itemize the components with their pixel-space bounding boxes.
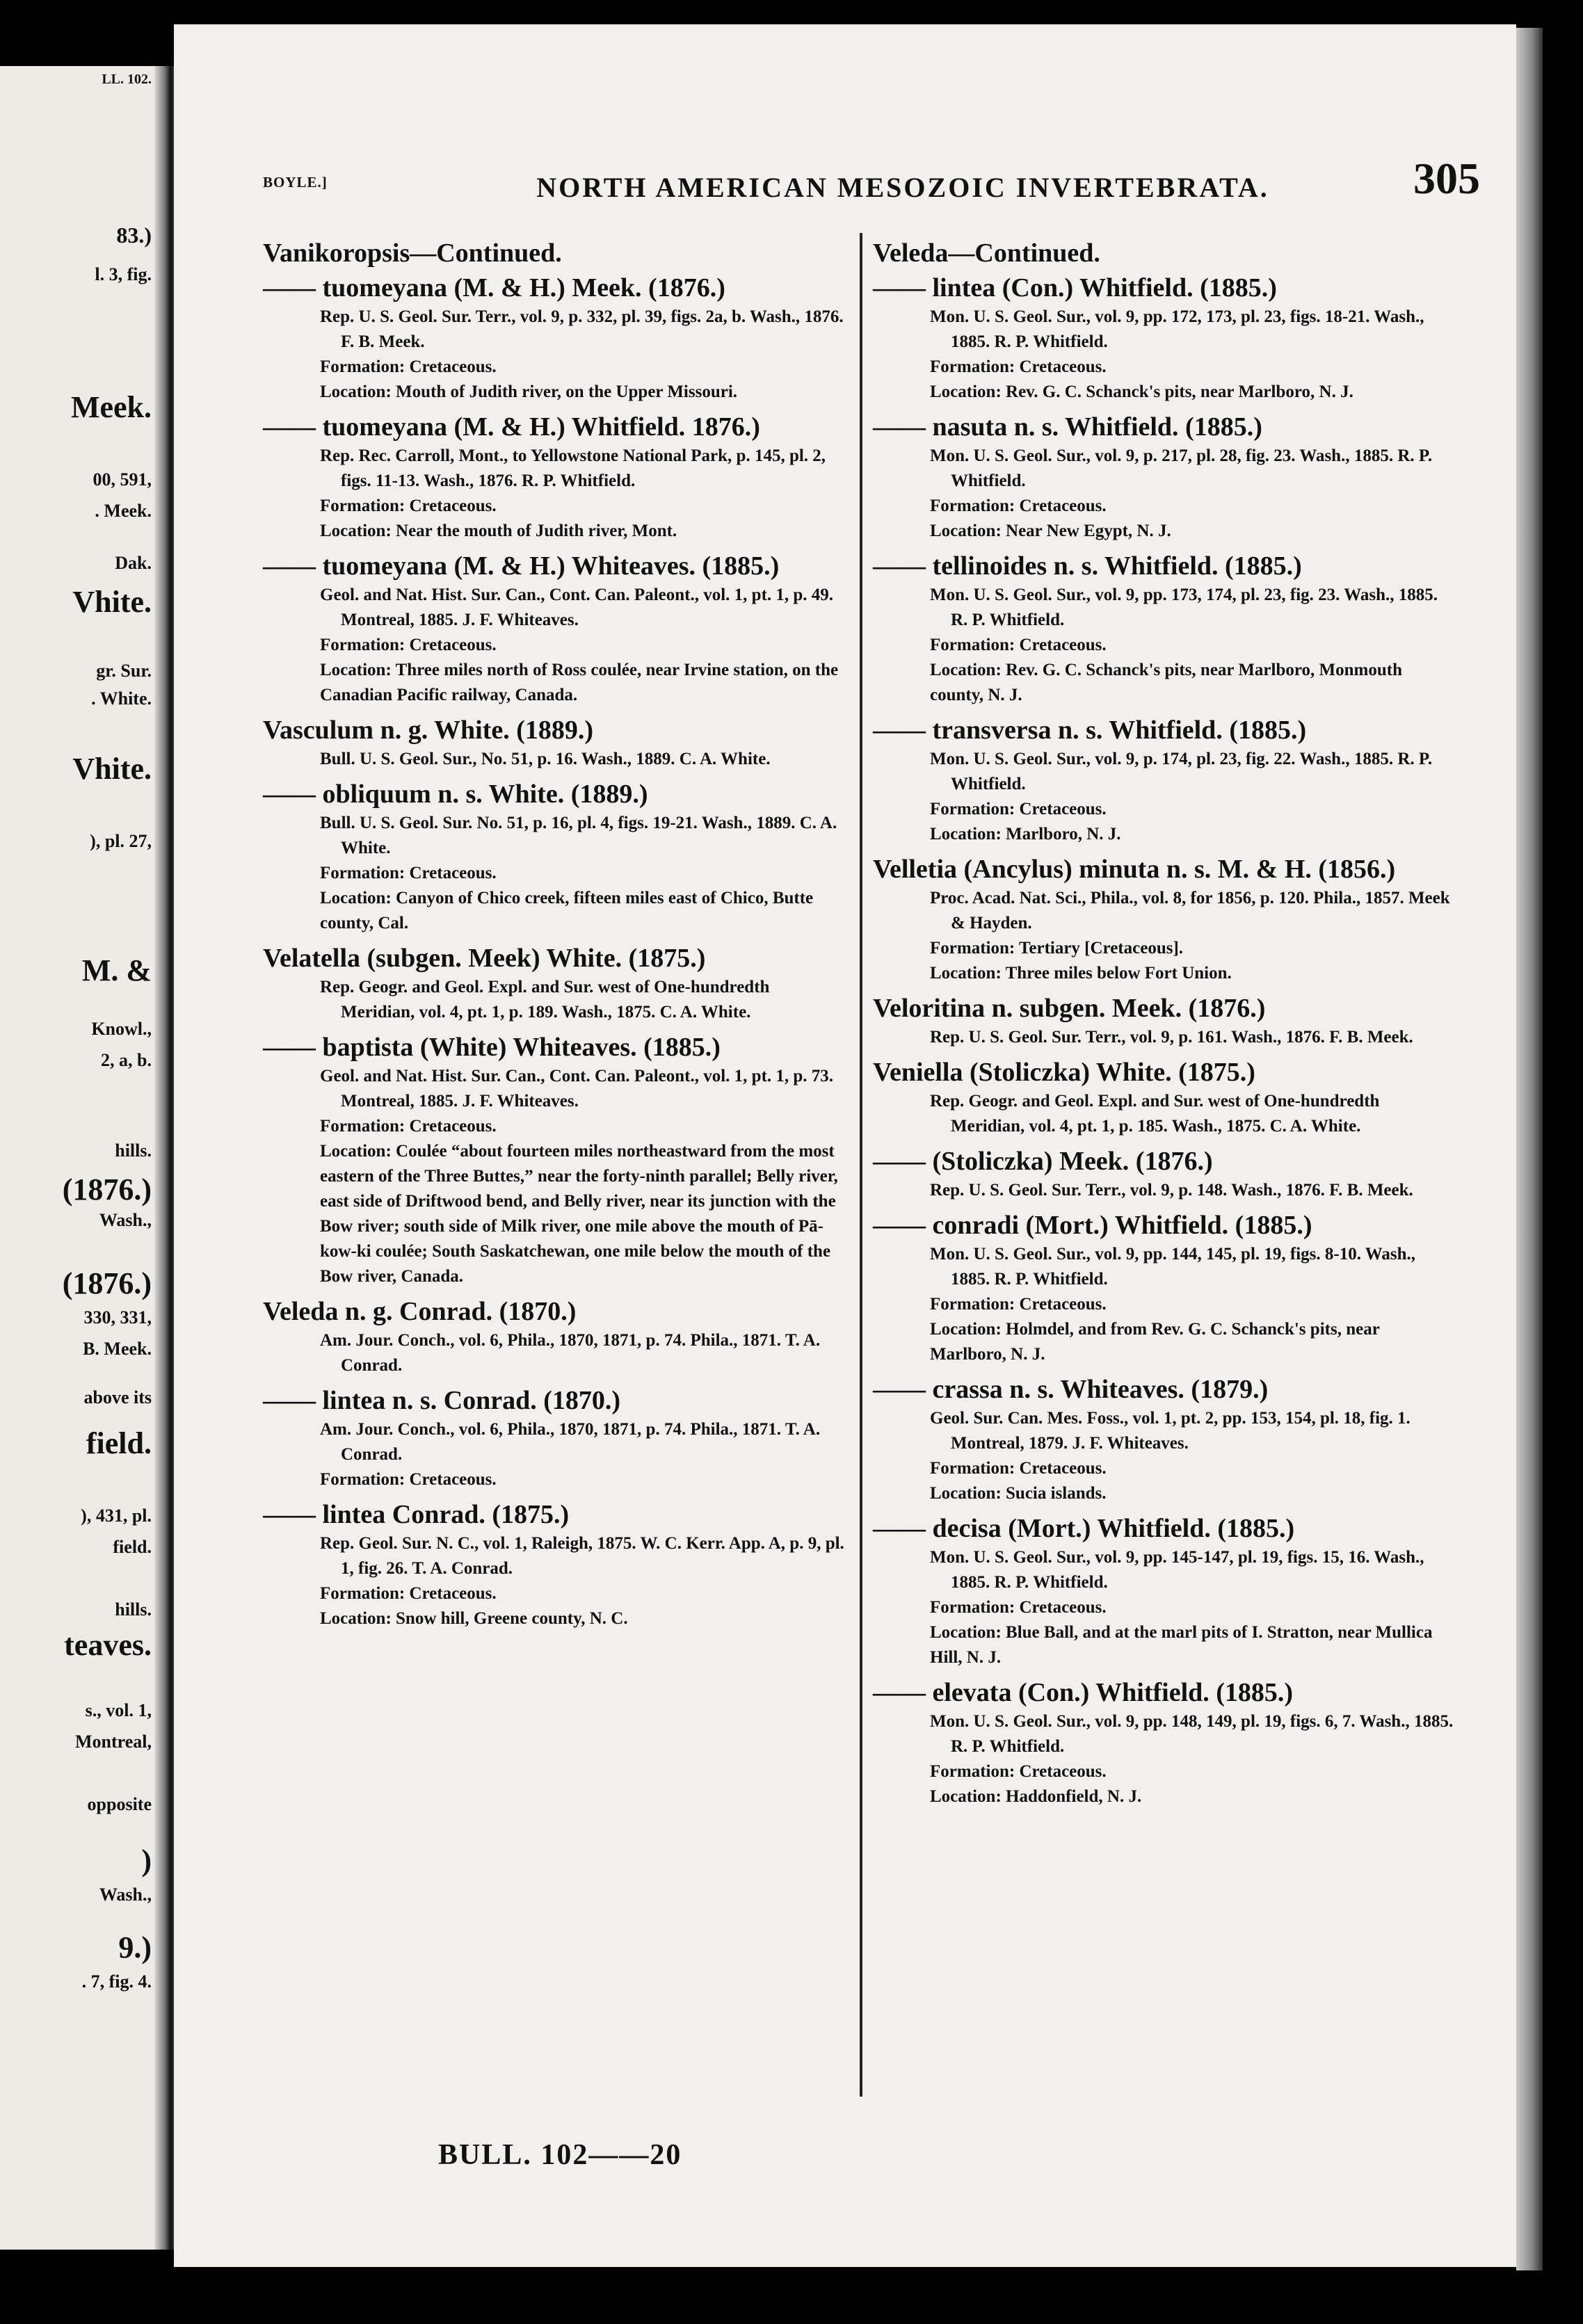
reference-line: Rep. Geol. Sur. N. C., vol. 1, Raleigh, 1875. W. C. Kerr. App. A, p. 9, pl. 1, fig. 26. T. A. Conrad. [320,1534,844,1578]
facing-page-line: (1876.) [62,1266,152,1300]
entry-list [263,271,847,1631]
catalog-entry [263,271,847,405]
facing-page-fragment [0,66,161,2250]
location-line: Location: Canyon of Chico creek, fifteen miles east of Chico, Butte county, Cal. [320,889,814,933]
facing-page-line: Wash., [99,1210,152,1230]
facing-page-line: 2, a, b. [101,1050,152,1070]
formation-line: Formation: Cretaceous. [930,1459,1107,1478]
facing-page-line: field. [113,1537,152,1557]
formation-line: Formation: Cretaceous. [320,497,497,515]
location-line: Location: Near New Egypt, N. J. [930,522,1171,540]
facing-page-line: gr. Sur. [96,661,152,681]
entry-heading: —— lintea Conrad. (1875.) [263,1500,570,1529]
facing-page-line: Dak. [115,553,152,573]
facing-page-line: 83.) [116,223,152,248]
entry-heading: Velletia (Ancylus) minuta n. s. M. & H. (1856.) [873,855,1396,884]
reference-line: Geol. and Nat. Hist. Sur. Can., Cont. Can. Paleont., vol. 1, pt. 1, p. 73. Montreal, 1885. J. F. Whiteaves. [320,1067,834,1111]
header-title: NORTH AMERICAN MESOZOIC INVERTEBRATA. [536,172,1269,203]
reference-line: Mon. U. S. Geol. Sur., vol. 9, p. 217, pl. 28, fig. 23. Wash., 1885. R. P. Whitfield. [930,446,1433,490]
reference-line: Rep. Rec. Carroll, Mont., to Yellowstone National Park, p. 145, pl. 2, figs. 11-13. Wash., 1876. R. P. Whitfield. [320,446,826,490]
formation-line: Formation: Cretaceous. [930,497,1107,515]
location-line: Location: Mouth of Judith river, on the Upper Missouri. [320,382,738,401]
facing-page-line: opposite [87,1794,152,1814]
entry-heading: —— crassa n. s. Whiteaves. (1879.) [873,1375,1269,1404]
formation-line: Formation: Cretaceous. [930,800,1107,818]
column-divider [860,233,862,2097]
catalog-entry [873,1373,1457,1506]
formation-line: Formation: Cretaceous. [930,1762,1107,1781]
entry-heading: —— tuomeyana (M. & H.) Meek. (1876.) [263,273,725,302]
catalog-entry [873,1676,1457,1809]
facing-page-line: . 7, fig. 4. [81,1971,152,1992]
location-line: Location: Haddonfield, N. J. [930,1787,1142,1806]
facing-page-line: s., vol. 1, [85,1700,152,1720]
facing-page-line: B. Meek. [83,1339,152,1359]
reference-line: Mon. U. S. Geol. Sur., vol. 9, pp. 173, 174, pl. 23, fig. 23. Wash., 1885. R. P. Whitfield. [930,586,1438,629]
entry-heading: Veloritina n. subgen. Meek. (1876.) [873,994,1266,1023]
formation-line: Formation: Cretaceous. [320,357,497,376]
formation-line: Formation: Cretaceous. [320,1584,497,1603]
catalog-entry [873,410,1457,544]
reference-line: Rep. U. S. Geol. Sur. Terr., vol. 9, p. 332, pl. 39, figs. 2a, b. Wash., 1876. F. B. Meek. [320,307,844,351]
right-column [873,236,1457,1815]
reference-line: Bull. U. S. Geol. Sur., No. 51, p. 16. Wash., 1889. C. A. White. [320,750,771,768]
formation-line: Formation: Cretaceous. [930,636,1107,654]
catalog-entry [873,1209,1457,1367]
entry-heading: —— (Stoliczka) Meek. (1876.) [873,1147,1213,1176]
formation-line: Formation: Cretaceous. [930,1295,1107,1314]
facing-page-line: Vhite. [72,752,152,786]
location-line: Location: Coulée “about fourteen miles northeastward from the most eastern of the Three Buttes,” near the forty-ninth parallel; Belly river, east side of Driftwood bend, and Belly river, near its junction with the Bow river; south side of Milk river, one mile above the mouth of Pā-kow-ki coulée; South Saskatchewan, one mile below the mouth of the Bow river, Canada. [320,1142,838,1286]
location-line: Location: Rev. G. C. Schanck's pits, near Marlboro, N. J. [930,382,1353,401]
catalog-entry [873,1056,1457,1139]
catalog-entry [873,549,1457,708]
catalog-entry [263,777,847,936]
left-column [263,236,847,1637]
facing-page-line: Knowl., [91,1019,152,1039]
facing-page-line: Wash., [99,1885,152,1905]
location-line: Location: Holmdel, and from Rev. G. C. Schanck's pits, near Marlboro, N. J. [930,1320,1380,1364]
entry-heading: —— lintea (Con.) Whitfield. (1885.) [873,273,1277,302]
entry-heading: Veniella (Stoliczka) White. (1875.) [873,1058,1255,1087]
facing-page-line: 330, 331, [83,1307,152,1328]
facing-page-line: teaves. [64,1628,152,1662]
location-line: Location: Snow hill, Greene county, N. C. [320,1609,628,1628]
reference-line: Geol. Sur. Can. Mes. Foss., vol. 1, pt. 2, pp. 153, 154, pl. 18, fig. 1. Montreal, 1879. J. F. Whiteaves. [930,1409,1411,1453]
catalog-entry [263,410,847,544]
formation-line: Formation: Tertiary [Cretaceous]. [930,939,1184,958]
facing-page-line: . White. [91,688,152,709]
facing-page-line: Montreal, [75,1732,152,1752]
catalog-entry [263,1295,847,1378]
reference-line: Am. Jour. Conch., vol. 6, Phila., 1870, 1871, p. 74. Phila., 1871. T. A. Conrad. [320,1331,821,1375]
location-line: Location: Blue Ball, and at the marl pits of I. Stratton, near Mullica Hill, N. J. [930,1623,1433,1667]
catalog-entry [263,713,847,772]
location-line: Location: Sucia islands. [930,1484,1107,1503]
running-header [263,153,1501,209]
page-edge [1516,28,1543,2270]
catalog-entry [263,549,847,708]
entry-heading: Veleda n. g. Conrad. (1870.) [263,1297,577,1326]
formation-line: Formation: Cretaceous. [930,357,1107,376]
facing-page-line: 00, 591, [93,469,152,490]
reference-line: Mon. U. S. Geol. Sur., vol. 9, pp. 148, 149, pl. 19, figs. 6, 7. Wash., 1885. R. P. Whitfield. [930,1712,1454,1756]
reference-line: Rep. U. S. Geol. Sur. Terr., vol. 9, p. 161. Wash., 1876. F. B. Meek. [930,1028,1413,1047]
catalog-entry [263,1384,847,1492]
entry-heading: —— decisa (Mort.) Whitfield. (1885.) [873,1514,1295,1543]
entry-heading: Vasculum n. g. White. (1889.) [263,716,594,745]
entry-heading: —— baptista (White) Whiteaves. (1885.) [263,1033,721,1062]
reference-line: Mon. U. S. Geol. Sur., vol. 9, pp. 144, 145, pl. 19, figs. 8-10. Wash., 1885. R. P. Whitfield. [930,1245,1416,1289]
facing-page-line: Vhite. [72,585,152,619]
reference-line: Rep. Geogr. and Geol. Expl. and Sur. west of One-hundredth Meridian, vol. 4, pt. 1, p. 185. Wash., 1875. C. A. White. [930,1092,1380,1136]
entry-heading: —— elevata (Con.) Whitfield. (1885.) [873,1678,1294,1707]
facing-page-line: . Meek. [95,501,152,521]
formation-line: Formation: Cretaceous. [320,1470,497,1489]
facing-page-line: ), 431, pl. [81,1506,152,1526]
entry-heading: —— obliquum n. s. White. (1889.) [263,780,648,809]
facing-page-line: field. [86,1426,152,1460]
facing-page-line: hills. [115,1140,152,1161]
facing-page-line: M. & [81,953,152,987]
facing-page-line: hills. [115,1599,152,1620]
facing-page-line: above its [83,1387,152,1407]
location-line: Location: Three miles north of Ross coulée, near Irvine station, on the Canadian Pacific railway, Canada. [320,661,839,704]
formation-line: Formation: Cretaceous. [320,636,497,654]
reference-line: Proc. Acad. Nat. Sci., Phila., vol. 8, for 1856, p. 120. Phila., 1857. Meek & Hayden. [930,889,1450,933]
location-line: Location: Rev. G. C. Schanck's pits, near Marlboro, Monmouth county, N. J. [930,661,1402,704]
facing-page-line: (1876.) [62,1172,152,1207]
entry-heading: Velatella (subgen. Meek) White. (1875.) [263,944,706,973]
catalog-entry [873,271,1457,405]
catalog-entry [873,992,1457,1050]
entry-heading: —— lintea n. s. Conrad. (1870.) [263,1386,621,1415]
facing-page-header: LL. 102. [102,72,152,87]
catalog-entry [263,942,847,1025]
facing-page-line: 9.) [118,1930,152,1964]
formation-line: Formation: Cretaceous. [930,1598,1107,1617]
catalog-entry [263,1031,847,1289]
page-number: 305 [1413,154,1480,203]
page [174,24,1516,2267]
location-line: Location: Near the mouth of Judith river, Mont. [320,522,677,540]
facing-page-line: l. 3, fig. [95,264,152,284]
location-line: Location: Marlboro, N. J. [930,825,1121,844]
reference-line: Geol. and Nat. Hist. Sur. Can., Cont. Can. Paleont., vol. 1, pt. 1, p. 49. Montreal, 1885. J. F. Whiteaves. [320,586,834,629]
formation-line: Formation: Cretaceous. [320,1117,497,1136]
catalog-entry [873,853,1457,986]
catalog-entry [873,1145,1457,1203]
entry-heading: —— tellinoides n. s. Whitfield. (1885.) [873,551,1302,581]
reference-line: Rep. U. S. Geol. Sur. Terr., vol. 9, p. 148. Wash., 1876. F. B. Meek. [930,1181,1413,1200]
continued-heading: Veleda—Continued. [873,239,1100,268]
entry-heading: —— tuomeyana (M. & H.) Whiteaves. (1885.) [263,551,780,581]
facing-page-line: Meek. [70,390,152,424]
reference-line: Am. Jour. Conch., vol. 6, Phila., 1870, 1871, p. 74. Phila., 1871. T. A. Conrad. [320,1420,821,1464]
reference-line: Mon. U. S. Geol. Sur., vol. 9, p. 174, pl. 23, fig. 22. Wash., 1885. R. P. Whitfield. [930,750,1433,793]
entry-heading: —— transversa n. s. Whitfield. (1885.) [873,716,1307,745]
formation-line: Formation: Cretaceous. [320,864,497,882]
entry-heading: —— nasuta n. s. Whitfield. (1885.) [873,412,1262,442]
reference-line: Mon. U. S. Geol. Sur., vol. 9, pp. 172, 173, pl. 23, figs. 18-21. Wash., 1885. R. P. Whitfield. [930,307,1424,351]
entry-list [873,271,1457,1809]
reference-line: Bull. U. S. Geol. Sur. No. 51, p. 16, pl. 4, figs. 19-21. Wash., 1889. C. A. White. [320,814,837,857]
reference-line: Mon. U. S. Geol. Sur., vol. 9, pp. 145-147, pl. 19, figs. 15, 16. Wash., 1885. R. P. Whitfield. [930,1548,1424,1592]
location-line: Location: Three miles below Fort Union. [930,964,1232,983]
continued-heading: Vanikoropsis—Continued. [263,239,562,268]
facing-page-line: ), pl. 27, [90,831,152,851]
catalog-entry [263,1498,847,1631]
entry-heading: —— tuomeyana (M. & H.) Whitfield. 1876.) [263,412,760,442]
catalog-entry [873,713,1457,847]
entry-heading: —— conradi (Mort.) Whitfield. (1885.) [873,1211,1312,1240]
signature-footer: BULL. 102——20 [438,2139,682,2171]
catalog-entry [873,1512,1457,1670]
reference-line: Rep. Geogr. and Geol. Expl. and Sur. west of One-hundredth Meridian, vol. 4, pt. 1, p. 189. Wash., 1875. C. A. White. [320,978,770,1022]
header-author: BOYLE.] [263,174,328,191]
facing-page-line: ) [141,1843,152,1878]
